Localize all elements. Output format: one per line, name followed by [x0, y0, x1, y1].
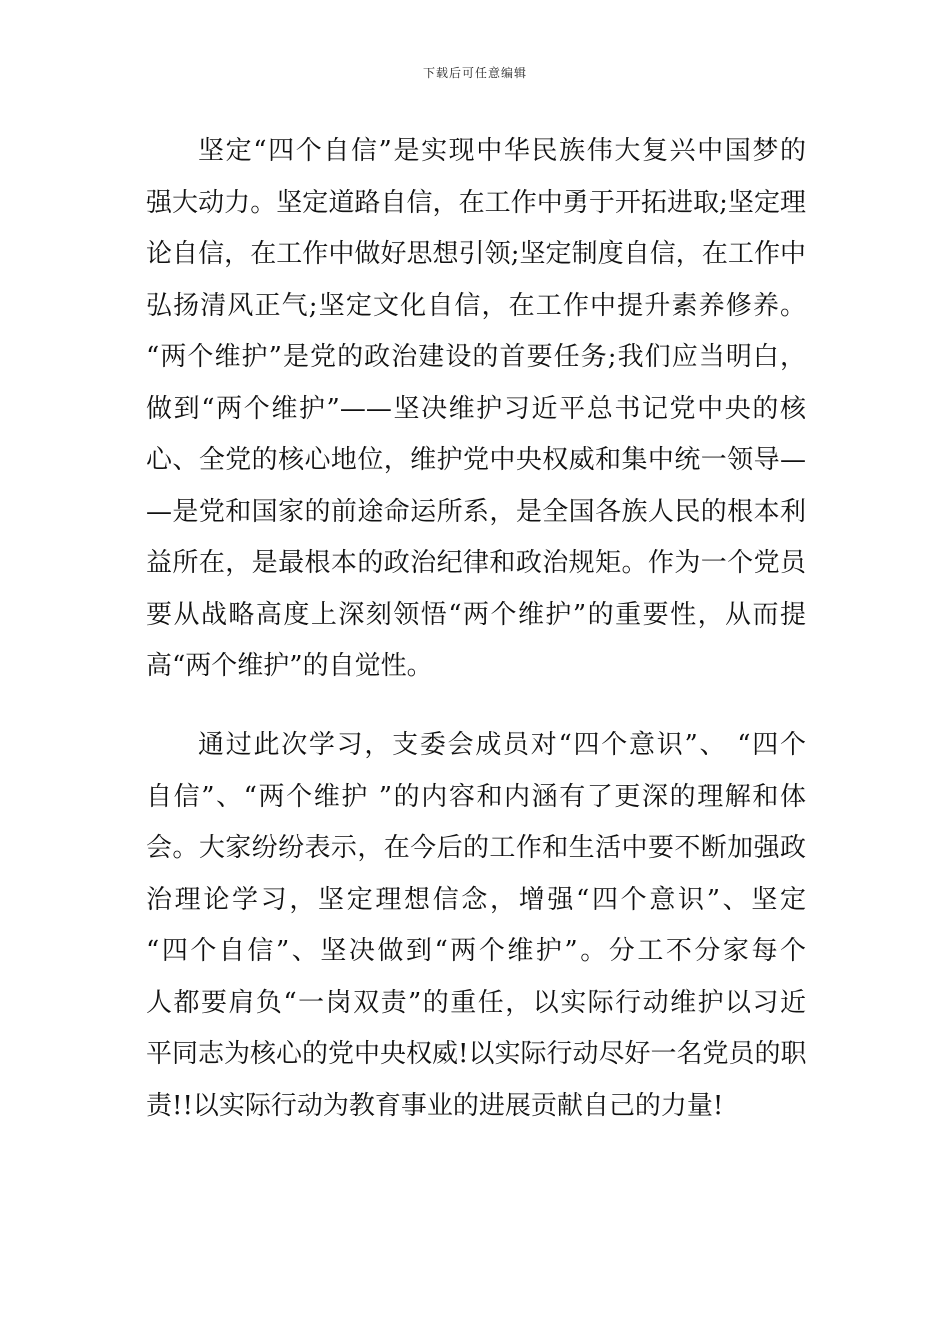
paragraph-line: “两个维护”是党的政治建设的首要任务;我们应当明白，	[146, 342, 806, 372]
paragraph-line: 要从战略高度上深刻领悟“两个维护”的重要性，从而提	[146, 599, 806, 630]
paragraph-line: 坚定“四个自信”是实现中华民族伟大复兴中国梦的	[198, 136, 806, 166]
paragraph-line: 高“两个维护”的自觉性。	[146, 651, 433, 681]
paragraph-line: 强大动力。坚定道路自信，在工作中勇于开拓进取;坚定理	[146, 187, 806, 218]
paragraph-line: 益所在，是最根本的政治纪律和政治规矩。作为一个党员	[146, 548, 806, 578]
paragraph-line: 通过此次学习，支委会成员对“四个意识”、 “四个	[198, 730, 806, 760]
paragraph-line: 人都要肩负“一岗双责”的重任，以实际行动维护以习近	[146, 987, 806, 1018]
paragraph-line: 责!!以实际行动为教育事业的进展贡献自己的力量!	[146, 1090, 724, 1121]
paragraph-line: 自信”、“两个维护 ”的内容和内涵有了更深的理解和体	[146, 781, 806, 812]
paragraph-line: 论自信，在工作中做好思想引领;坚定制度自信，在工作中	[146, 239, 806, 269]
paragraph-line: 弘扬清风正气;坚定文化自信，在工作中提升素养修养。	[146, 290, 806, 321]
paragraph-1	[146, 126, 806, 693]
page-header: 下载后可任意编辑	[422, 66, 527, 80]
paragraph-line: 平同志为核心的党中央权威!以实际行动尽好一名党员的职	[146, 1039, 807, 1069]
paragraph-line: —是党和国家的前途命运所系，是全国各族人民的根本利	[146, 496, 806, 527]
paragraph-line: 会。大家纷纷表示，在今后的工作和生活中要不断加强政	[146, 833, 806, 863]
paragraph-line: 做到“两个维护”——坚决维护习近平总书记党中央的核	[146, 393, 806, 424]
paragraph-2	[146, 720, 806, 1132]
paragraph-line: 治理论学习，坚定理想信念，增强“四个意识”、坚定	[146, 884, 806, 915]
paragraph-line: “四个自信”、坚决做到“两个维护”。分工不分家每个	[146, 936, 806, 966]
paragraph-line: 心、全党的核心地位，维护党中央权威和集中统一领导—	[146, 445, 806, 475]
